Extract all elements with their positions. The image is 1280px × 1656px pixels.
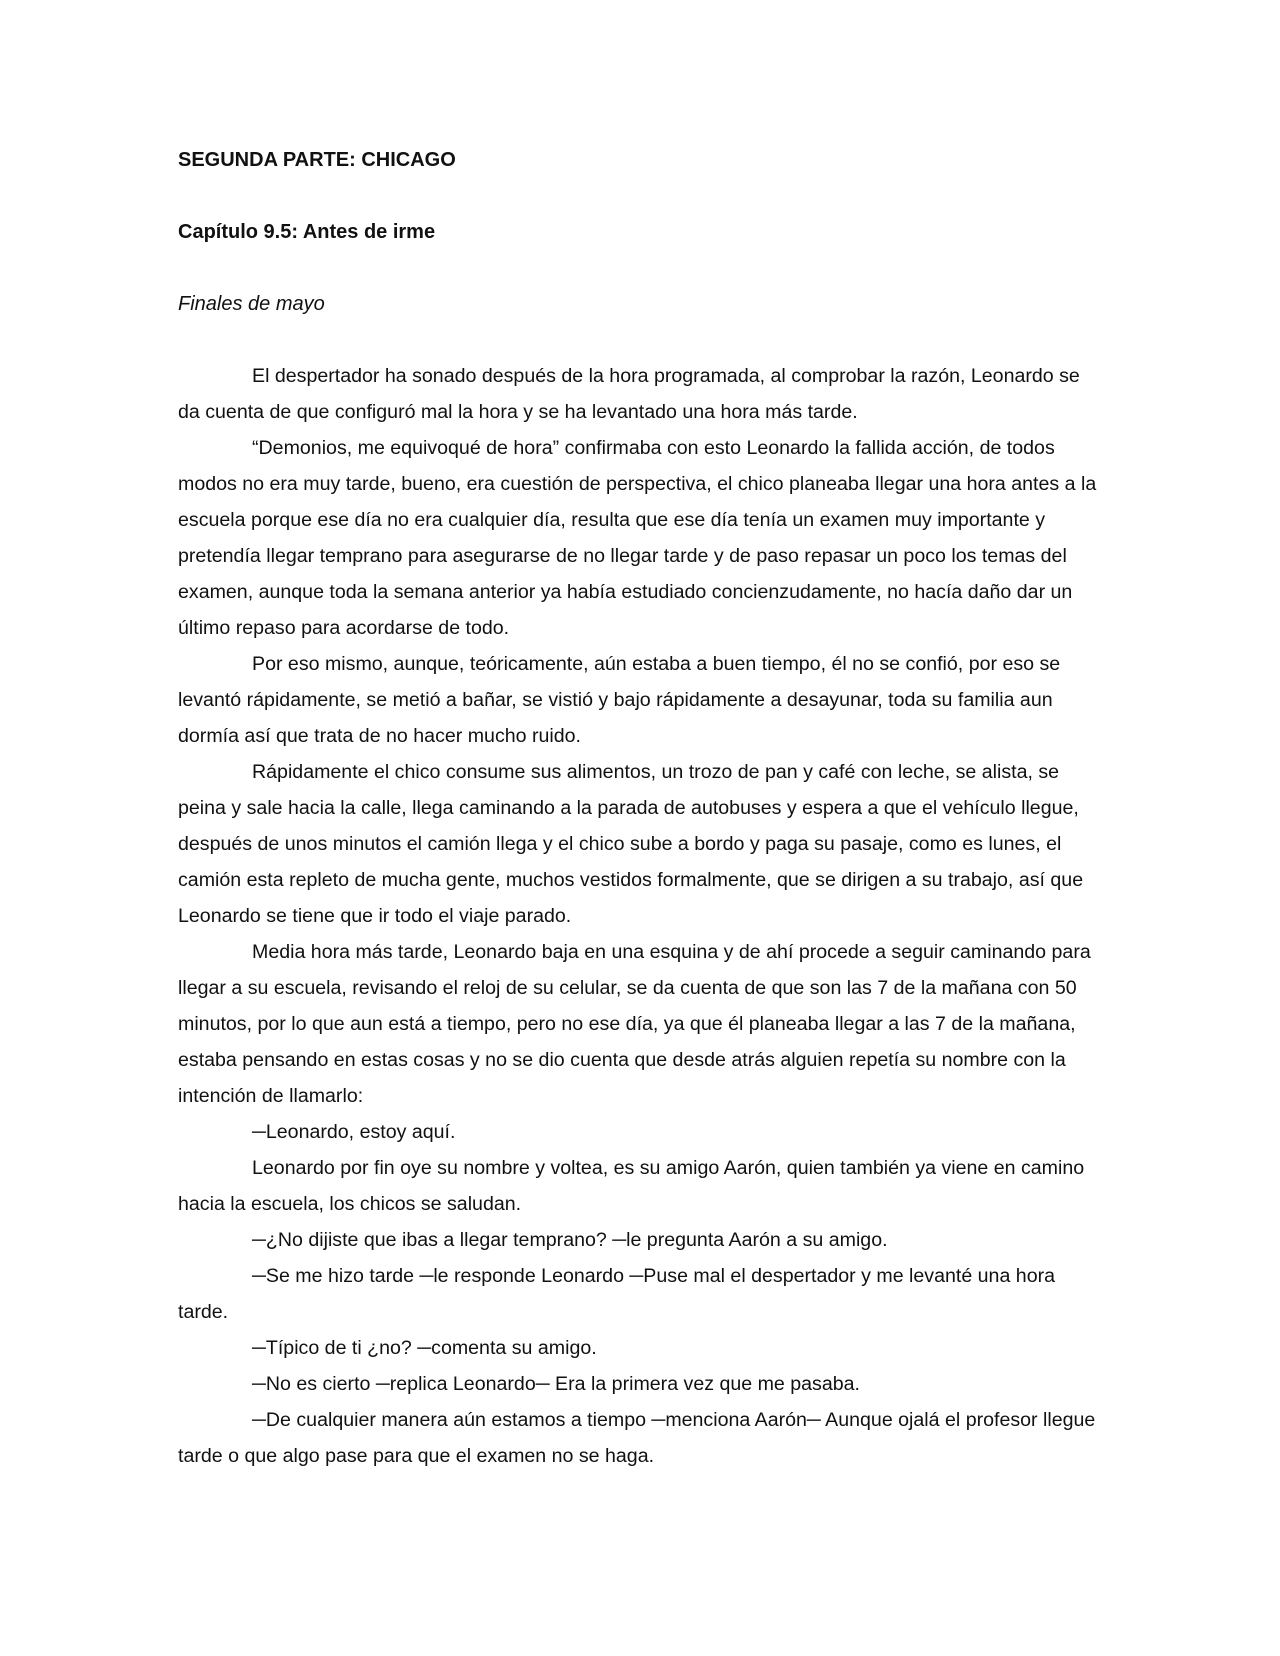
- paragraph: Leonardo por fin oye su nombre y voltea, es su amigo Aarón, quien también ya viene en camino hacia la escuela, los chicos se saludan.: [178, 1157, 1085, 1215]
- dialogue-line: ─Típico de ti ¿no? ─comenta su amigo.: [252, 1337, 597, 1359]
- paragraph: Media hora más tarde, Leonardo baja en una esquina y de ahí procede a seguir caminando para llegar a su escuela, revisando el reloj de su celular, se da cuenta de que son las 7 de la mañana con 50 minutos, por lo que aun está a tiempo, pero no ese día, ya que él planeaba llegar a las 7 de la mañana, estaba pensando en estas cosas y no se dio cuenta que desde atrás alguien repetía su nombre con la intención de llamarlo:: [178, 941, 1091, 1107]
- chapter-title: Capítulo 9.5: Antes de irme: [178, 221, 436, 243]
- paragraph: “Demonios, me equivoqué de hora” confirmaba con esto Leonardo la fallida acción, de todos modos no era muy tarde, bueno, era cuestión de perspectiva, el chico planeaba llegar una hora antes a la escuela porque ese día no era cualquier día, resulta que ese día tenía un examen muy importante y pretendía llegar temprano para asegurarse de no llegar tarde y de paso repasar un poco los temas del examen, aunque toda la semana anterior ya había estudiado concienzudamente, no hacía daño dar un último repaso para acordarse de todo.: [178, 437, 1097, 639]
- paragraph: Rápidamente el chico consume sus alimentos, un trozo de pan y café con leche, se alista, se peina y sale hacia la calle, llega caminando a la parada de autobuses y espera a que el vehículo llegue, después de unos minutos el camión llega y el chico sube a bordo y paga su pasaje, como es lunes, el camión esta repleto de mucha gente, muchos vestidos formalmente, que se dirigen a su trabajo, así que Leonardo se tiene que ir todo el viaje parado.: [178, 761, 1084, 927]
- dialogue-line: ─¿No dijiste que ibas a llegar temprano? ─le pregunta Aarón a su amigo.: [252, 1229, 888, 1251]
- dialogue-line: ─Leonardo, estoy aquí.: [252, 1121, 456, 1143]
- part-title: SEGUNDA PARTE: CHICAGO: [178, 149, 456, 171]
- chapter-body: [178, 358, 1106, 1474]
- date-line: Finales de mayo: [178, 293, 325, 315]
- document-page: [178, 144, 1106, 1474]
- dialogue-line: ─Se me hizo tarde ─le responde Leonardo ─Puse mal el despertador y me levanté una hora tarde.: [178, 1265, 1056, 1323]
- paragraph: Por eso mismo, aunque, teóricamente, aún estaba a buen tiempo, él no se confió, por eso se levantó rápidamente, se metió a bañar, se vistió y bajo rápidamente a desayunar, toda su familia aun dormía así que trata de no hacer mucho ruido.: [178, 653, 1061, 747]
- paragraph: El despertador ha sonado después de la hora programada, al comprobar la razón, Leonardo se da cuenta de que configuró mal la hora y se ha levantado una hora más tarde.: [178, 365, 1080, 423]
- dialogue-line: ─De cualquier manera aún estamos a tiempo ─menciona Aarón─ Aunque ojalá el profesor llegue tarde o que algo pase para que el examen no se haga.: [178, 1409, 1096, 1467]
- dialogue-line: ─No es cierto ─replica Leonardo─ Era la primera vez que me pasaba.: [252, 1373, 860, 1395]
